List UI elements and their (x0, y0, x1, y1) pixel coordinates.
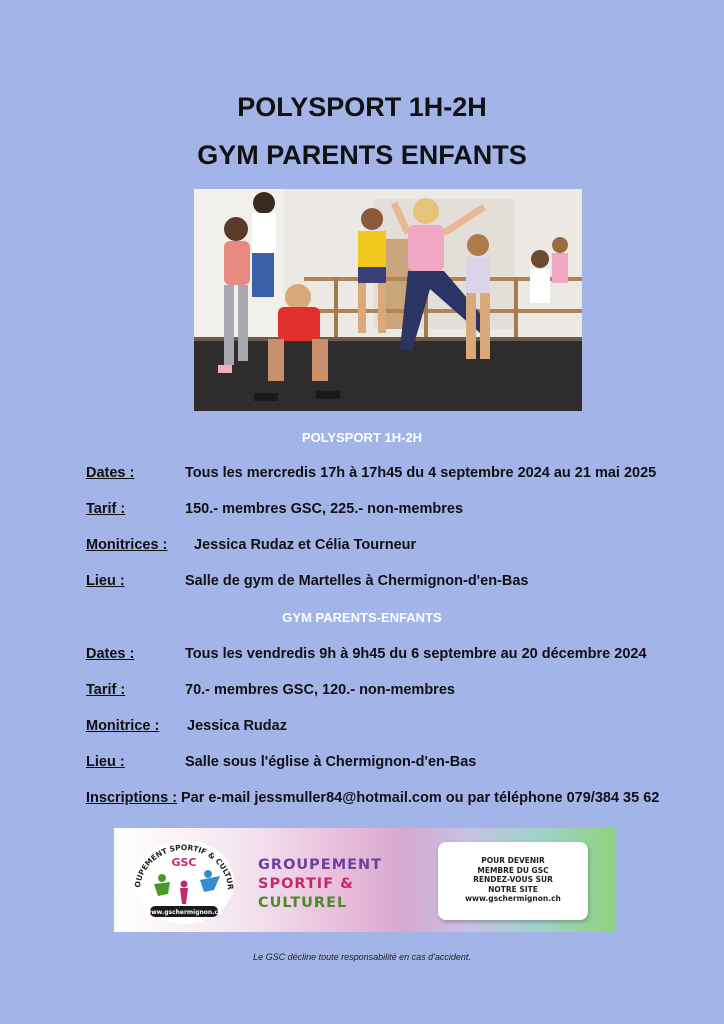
gsc-name-line3: CULTUREL (258, 895, 348, 911)
note-line4: NOTRE SITE (488, 884, 538, 894)
gym-tarif-value: 70.- membres GSC, 120.- non-membres (185, 682, 455, 698)
polysport-lieu-label: Lieu : (86, 573, 125, 589)
inscriptions-value: Par e-mail jessmuller84@hotmail.com ou par téléphone 079/384 35 62 (181, 790, 660, 806)
polysport-dates-value: Tous les mercredis 17h à 17h45 du 4 septembre 2024 au 21 mai 2025 (185, 465, 657, 481)
page-title-line1: POLYSPORT 1H-2H (237, 92, 487, 122)
gym-dates-label: Dates : (86, 646, 135, 662)
gsc-banner (114, 828, 616, 932)
gym-tarif-label: Tarif : (86, 682, 126, 698)
gym-dates-value: Tous les vendredis 9h à 9h45 du 6 septembre au 20 décembre 2024 (185, 646, 647, 662)
polysport-lieu-value: Salle de gym de Martelles à Chermignon-d'en-Bas (185, 573, 529, 589)
gym-lieu-value: Salle sous l'église à Chermignon-d'en-Bas (185, 754, 477, 770)
membership-note-card (438, 842, 588, 920)
polysport-monitrices-label: Monitrices : (86, 537, 168, 553)
gsc-logo-arc-text: OUPEMENT SPORTIF & CULTUR (132, 842, 236, 891)
gym-section-heading: GYM PARENTS-ENFANTS (282, 610, 442, 625)
gsc-logo-url: www.gschermignon.ch (145, 909, 223, 916)
note-line2: MEMBRE DU GSC (477, 865, 549, 875)
polysport-section-heading: POLYSPORT 1H-2H (301, 430, 423, 445)
gym-monitrice-value: Jessica Rudaz (187, 718, 287, 734)
polysport-monitrices-value: Jessica Rudaz et Célia Tourneur (194, 537, 417, 553)
polysport-tarif-label: Tarif : (86, 501, 126, 517)
gsc-logo (128, 834, 240, 926)
gsc-name-line2: SPORTIF & (258, 876, 354, 892)
page-title-line2: GYM PARENTS ENFANTS (197, 140, 527, 170)
gym-lieu-label: Lieu : (86, 754, 125, 770)
note-line3: RENDEZ-VOUS SUR (473, 875, 553, 884)
disclaimer-text: Le GSC décline toute responsabilité en cas d'accident. (253, 952, 471, 962)
gsc-name-block (258, 856, 382, 913)
inscriptions-label: Inscriptions : (86, 790, 178, 806)
polysport-dates-label: Dates : (86, 465, 135, 481)
gsc-logo-abbr: GSC (171, 856, 197, 869)
note-line1: POUR DEVENIR (481, 856, 545, 865)
polysport-tarif-value: 150.- membres GSC, 225.- non-membres (185, 501, 464, 517)
gsc-name-line1: GROUPEMENT (258, 857, 383, 873)
note-website: www.gschermignon.ch (465, 894, 561, 903)
gym-monitrice-label: Monitrice : (86, 718, 160, 734)
kids-dancing-photo (194, 189, 582, 411)
